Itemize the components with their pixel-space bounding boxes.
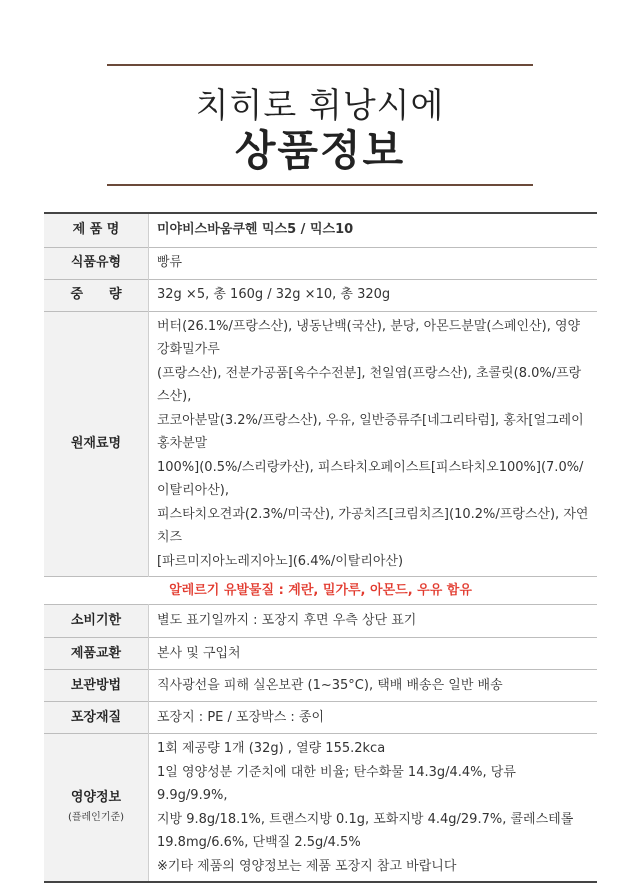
value-packaging: 포장지 : PE / 포장박스 : 종이 [149,702,598,734]
label-product-name: 제 품 명 [44,213,149,247]
row-weight [44,279,597,311]
nutrition-label: 영양정보 [70,789,122,805]
value-ingredients [149,311,598,577]
value-exchange: 본사 및 구입처 [149,638,598,670]
label-weight: 중 량 [44,279,149,311]
label-expiry: 소비기한 [44,605,149,638]
label-exchange: 제품교환 [44,638,149,670]
nutrition-line: 1일 영양성분 기준치에 대한 비율; 탄수화물 14.3g/4.4%, 당류 9.9g/9.9%, [157,764,516,803]
nutrition-line: ※기타 제품의 영양정보는 제품 포장지 참고 바랍니다 [157,858,457,874]
value-product-name: 미야비스바움쿠헨 믹스5 / 믹스10 [149,213,598,247]
ingredients-line: 버터(26.1%/프랑스산), 냉동난백(국산), 분당, 아몬드분말(스페인산), 영양강화밀가루 [157,318,581,357]
label-nutrition [44,734,149,883]
row-ingredients [44,311,597,577]
row-expiry [44,605,597,638]
value-food-type: 빵류 [149,247,598,279]
label-storage: 보관방법 [44,670,149,702]
label-ingredients: 원재료명 [44,311,149,577]
label-packaging: 포장재질 [44,702,149,734]
header-bottom-rule [107,184,533,186]
ingredients-line: 코코아분말(3.2%/프랑스산), 우유, 일반증류주[네그리타럼], 홍차[얼그레이홍차분말 [157,412,584,451]
row-allergy [44,577,597,605]
ingredients-line: [파르미지아노레지아노](6.4%/이탈리아산) [157,553,404,569]
row-food-type [44,247,597,279]
value-expiry: 별도 표기일까지 : 포장지 후면 우측 상단 표기 [149,605,598,638]
ingredients-line: (프랑스산), 전분가공품[옥수수전분], 천일염(프랑스산), 초콜릿(8.0%/프랑스산), [157,365,582,404]
allergy-notice: 알레르기 유발물질 : 계란, 밀가루, 아몬드, 우유 함유 [44,577,597,605]
nutrition-line: 지방 9.8g/18.1%, 트랜스지방 0.1g, 포화지방 4.4g/29.7%, 콜레스테롤 [157,811,574,827]
product-info-table [44,212,597,883]
value-storage: 직사광선을 피해 실온보관 (1~35°C), 택배 배송은 일반 배송 [149,670,598,702]
value-nutrition [149,734,598,883]
nutrition-sublabel: (플레인기준) [67,811,125,823]
row-exchange [44,638,597,670]
row-storage [44,670,597,702]
row-product-name [44,213,597,247]
ingredients-line: 피스타치오견과(2.3%/미국산), 가공치즈[크림치즈](10.2%/프랑스산), 자연치즈 [157,506,589,545]
nutrition-line: 1회 제공량 1개 (32g) , 열량 155.2kca [157,741,386,756]
row-packaging [44,702,597,734]
label-food-type: 식품유형 [44,247,149,279]
row-nutrition [44,734,597,883]
ingredients-line: 100%](0.5%/스리랑카산), 피스타치오페이스트[피스타치오100%](7.0%/이탈리아산), [157,459,584,498]
header-top-rule [107,64,533,66]
title-line1: 치히로 휘낭시에 [195,86,445,126]
page-title: 상품정보 [234,126,406,175]
nutrition-line: 19.8mg/6.6%, 단백질 2.5g/4.5% [157,835,361,850]
value-weight: 32g ×5, 총 160g / 32g ×10, 총 320g [149,279,598,311]
